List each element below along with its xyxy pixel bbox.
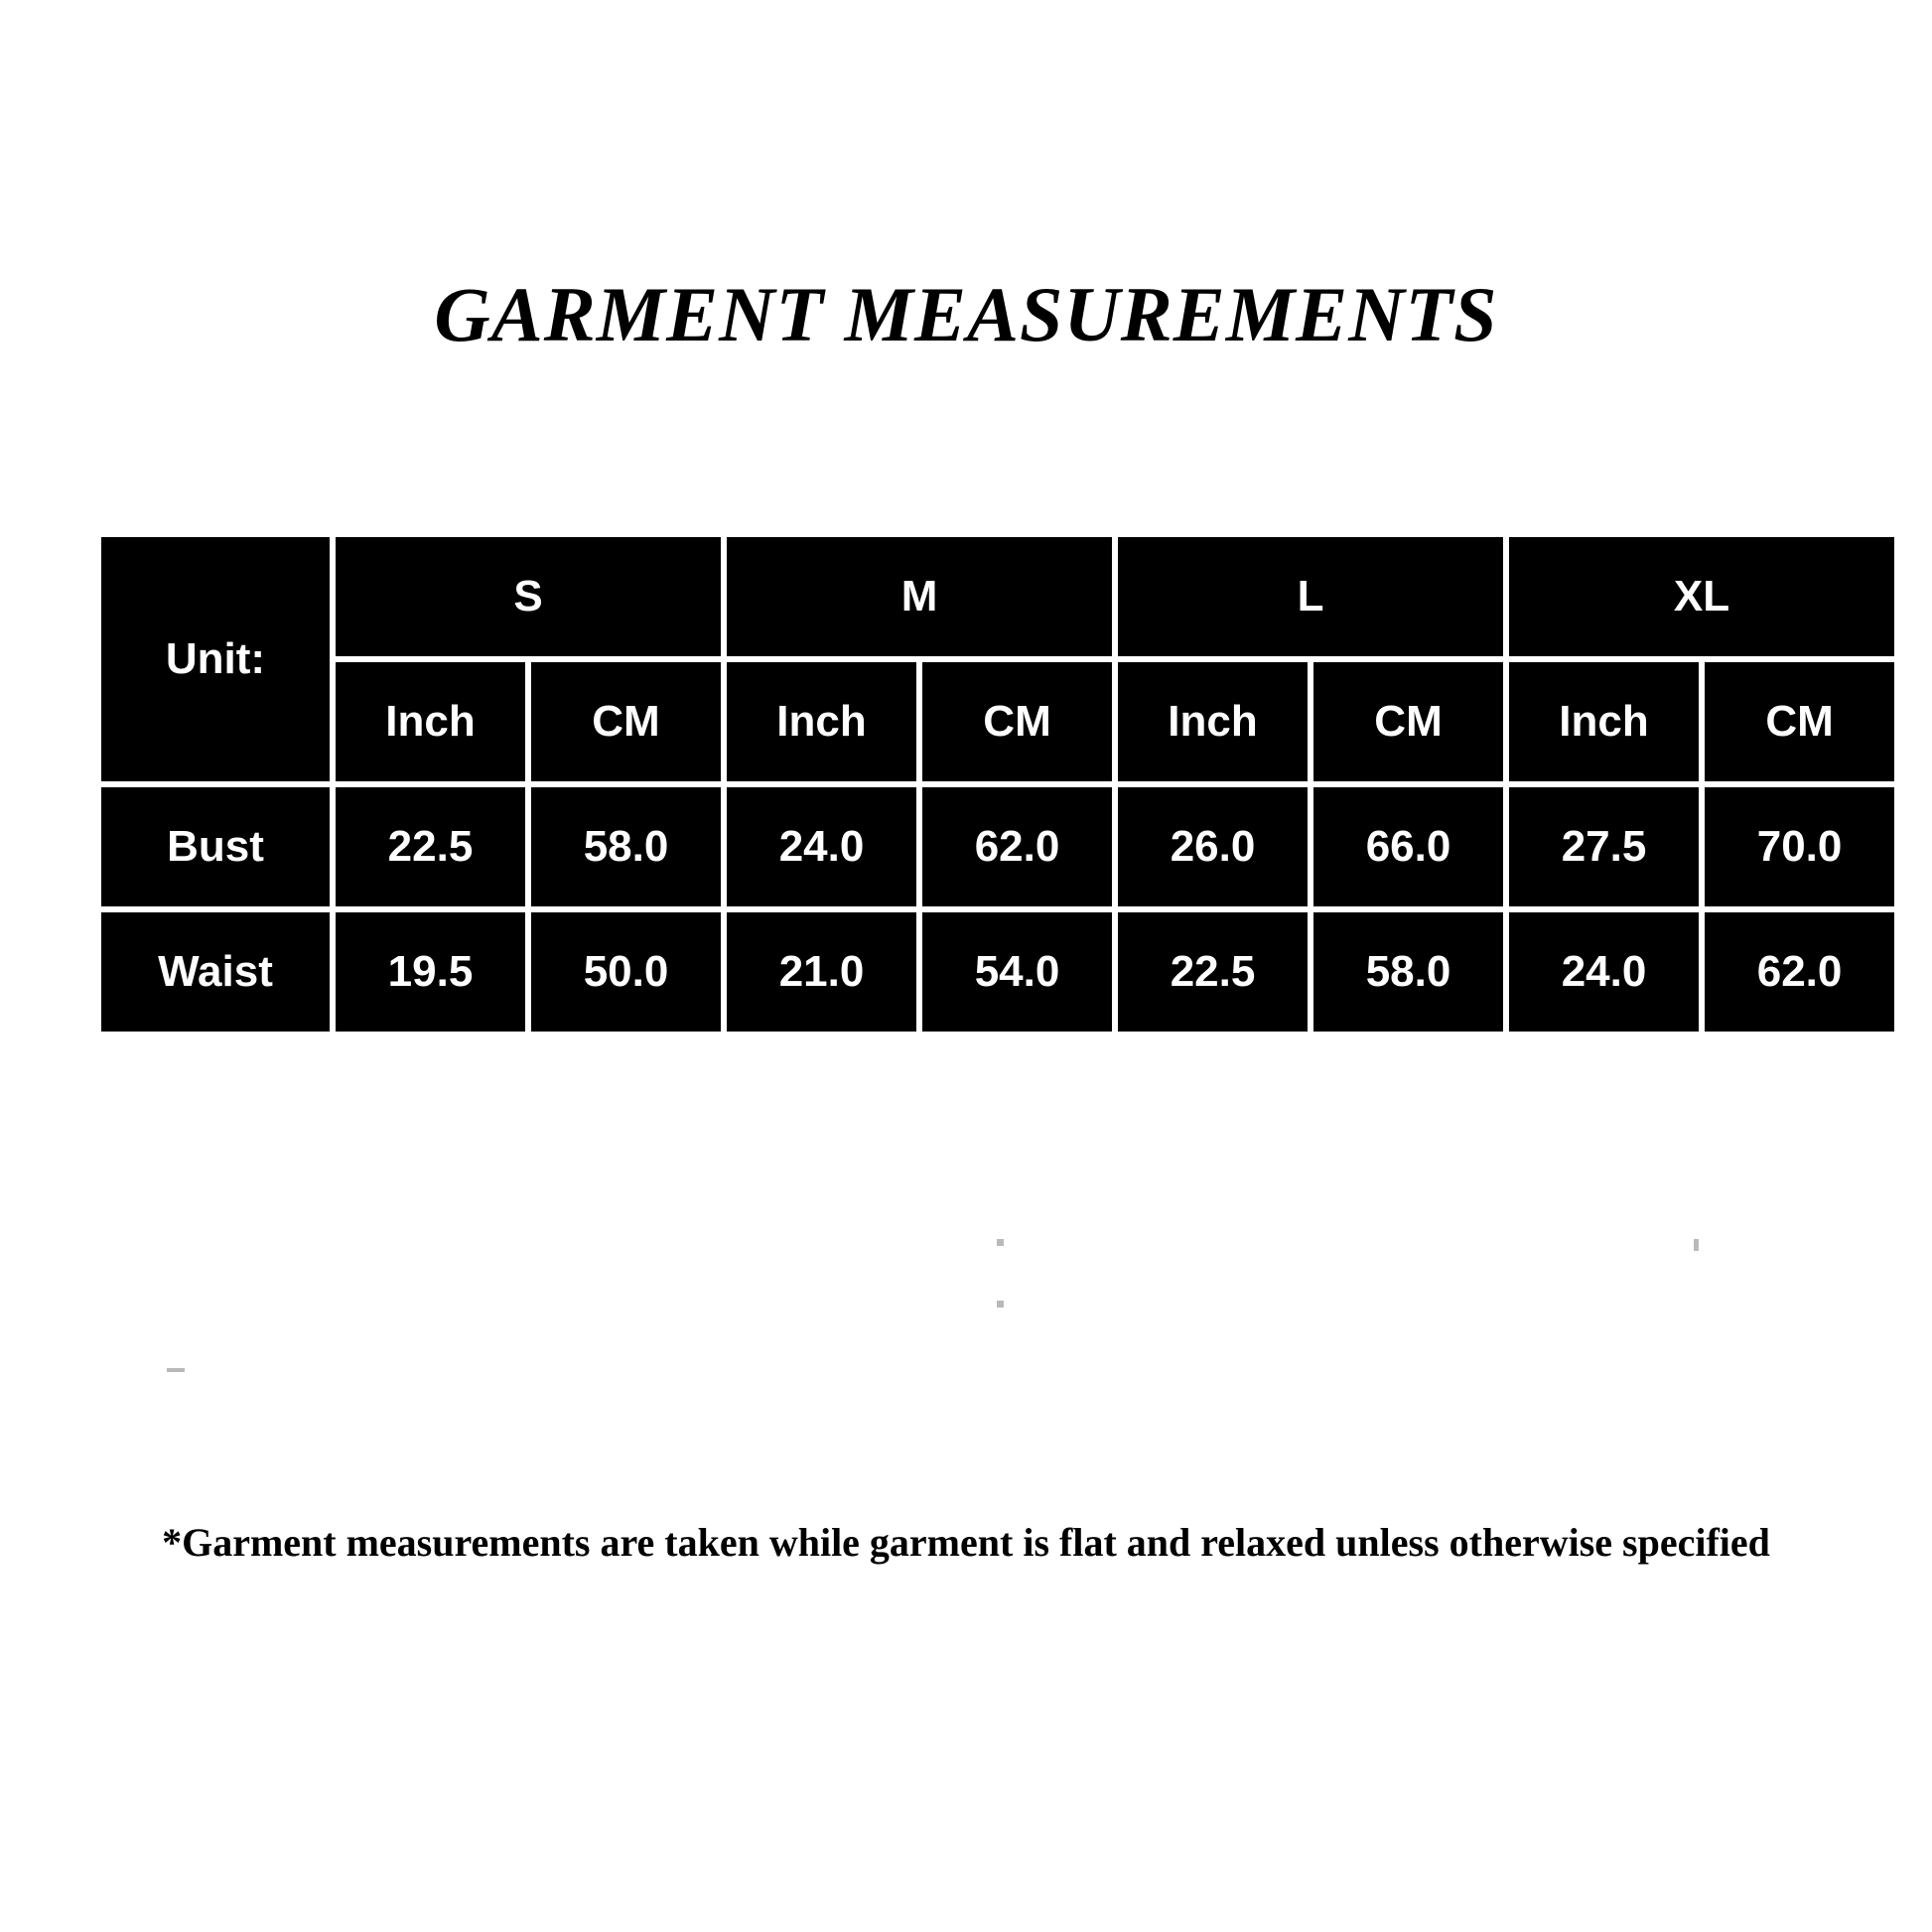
- unit-header-m-inch: Inch: [727, 662, 916, 781]
- unit-header-l-cm: CM: [1313, 662, 1503, 781]
- cell-bust-s-inch: 22.5: [336, 787, 525, 906]
- row-label-bust: Bust: [101, 787, 330, 906]
- cell-waist-s-inch: 19.5: [336, 912, 525, 1032]
- garment-measurements-table: [95, 531, 1900, 1037]
- scan-artifact-mark: [1694, 1239, 1699, 1251]
- cell-waist-l-inch: 22.5: [1118, 912, 1308, 1032]
- cell-waist-xl-cm: 62.0: [1705, 912, 1894, 1032]
- size-header-s: S: [336, 537, 721, 656]
- cell-bust-l-cm: 66.0: [1313, 787, 1503, 906]
- cell-waist-l-cm: 58.0: [1313, 912, 1503, 1032]
- unit-header-s-cm: CM: [531, 662, 721, 781]
- scan-artifact-mark: [167, 1368, 185, 1372]
- unit-header-l-inch: Inch: [1118, 662, 1308, 781]
- table-row: [101, 912, 1894, 1032]
- size-header-m: M: [727, 537, 1112, 656]
- unit-header-xl-cm: CM: [1705, 662, 1894, 781]
- page-title: GARMENT MEASUREMENTS: [434, 271, 1498, 357]
- size-header-xl: XL: [1509, 537, 1894, 656]
- cell-bust-s-cm: 58.0: [531, 787, 721, 906]
- cell-bust-m-inch: 24.0: [727, 787, 916, 906]
- size-header-l: L: [1118, 537, 1503, 656]
- cell-waist-s-cm: 50.0: [531, 912, 721, 1032]
- garment-measurements-table-wrapper: [95, 531, 1843, 1037]
- cell-bust-m-cm: 62.0: [922, 787, 1112, 906]
- table-row: [101, 787, 1894, 906]
- table-header-row-sizes: [101, 537, 1894, 656]
- scan-artifact-dot: [997, 1301, 1004, 1308]
- cell-bust-l-inch: 26.0: [1118, 787, 1308, 906]
- cell-bust-xl-inch: 27.5: [1509, 787, 1699, 906]
- scan-artifact-dot: [997, 1239, 1004, 1246]
- row-label-waist: Waist: [101, 912, 330, 1032]
- cell-waist-xl-inch: 24.0: [1509, 912, 1699, 1032]
- cell-waist-m-inch: 21.0: [727, 912, 916, 1032]
- table-header-row-units: [101, 662, 1894, 781]
- unit-header-m-cm: CM: [922, 662, 1112, 781]
- unit-header-s-inch: Inch: [336, 662, 525, 781]
- unit-header-xl-inch: Inch: [1509, 662, 1699, 781]
- cell-bust-xl-cm: 70.0: [1705, 787, 1894, 906]
- cell-waist-m-cm: 54.0: [922, 912, 1112, 1032]
- unit-label-cell: Unit:: [101, 537, 330, 781]
- measurement-footnote: *Garment measurements are taken while garment is flat and relaxed unless otherwise specified: [162, 1520, 1770, 1565]
